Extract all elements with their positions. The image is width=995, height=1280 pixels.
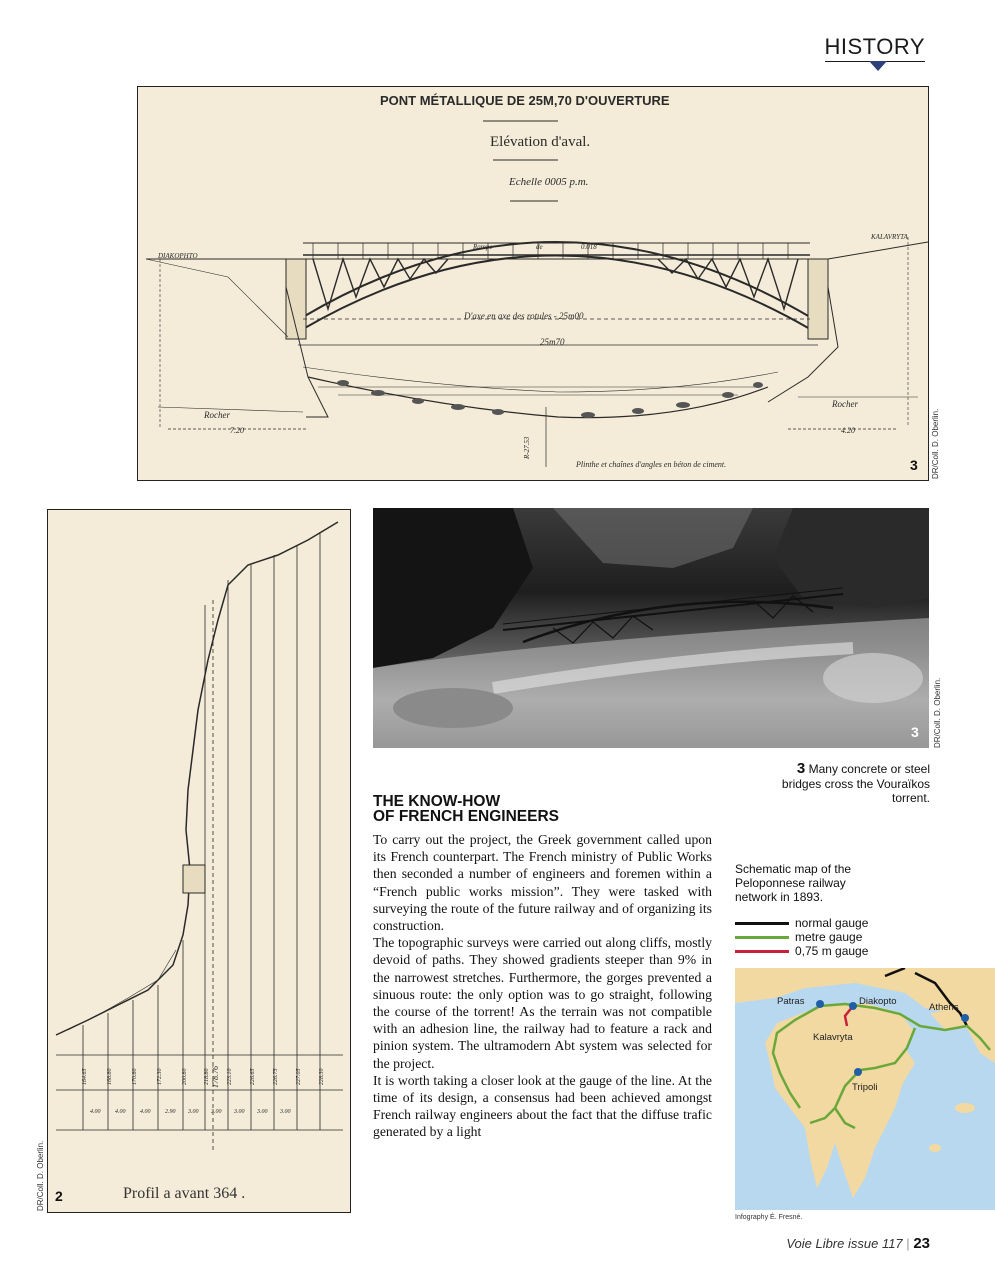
page-number: 23: [913, 1235, 930, 1252]
label-footer: Plinthe et chaînes d'angles en béton de ciment.: [576, 460, 727, 469]
section-tag: HISTORY: [825, 34, 926, 62]
distance-9: 3.00: [280, 1109, 291, 1115]
paragraph-2: The topographic surveys were carried out along cliffs, mostly devoid of paths. They showed gradients steeper than 9% in the narrowest stretches. Furthermore, the gorges prevented a sinuous route: the only option was to go straight, following the course of the torrent! As the terrain was not compatible with an adhesion line, the railway had to feature a rack and pinion system. The ultramodern Abt system was selected for the project.: [373, 935, 712, 1071]
drawing-subtitle: Elévation d'aval.: [490, 134, 591, 150]
distance-1: 4.00: [90, 1109, 101, 1115]
railway-map: [735, 968, 995, 1210]
elevation-11: 228.30: [319, 1068, 325, 1085]
label-slope: 0.018: [581, 243, 597, 251]
figure-number: 3: [911, 724, 919, 740]
credit-profile: DR/Coll. D. Oberlin.: [36, 1140, 45, 1211]
elevation-3: 170.80: [132, 1068, 138, 1085]
credit-drawing: DR/Coll. D. Oberlin.: [931, 408, 940, 479]
article-heading: [373, 794, 713, 824]
section-arrow-icon: [869, 61, 887, 71]
photo-scene: [373, 508, 929, 748]
label-span: 25m70: [540, 337, 565, 347]
drawing-scale: Echelle 0005 p.m.: [509, 176, 589, 188]
legend-line-green: [735, 936, 789, 939]
distance-2: 4.00: [115, 1109, 126, 1115]
caption-text: Many concrete or steel bridges cross the Vouraïkos torrent.: [781, 762, 930, 805]
elevation-2: 168.80: [107, 1068, 113, 1085]
map-title: Schematic map of the Peloponnese railway network in 1893.: [735, 862, 852, 904]
distance-3: 4.00: [140, 1109, 151, 1115]
legend-line-black: [735, 922, 789, 925]
label-rocher-right: Rocher: [832, 399, 858, 409]
elevation-5: 200.80: [182, 1068, 188, 1085]
distance-6: 3.00: [211, 1109, 222, 1115]
city-diakopto: Diakopto: [859, 996, 897, 1007]
label-de: de: [536, 243, 543, 251]
label-rampe: Rampe: [473, 243, 493, 251]
paragraph-3: It is worth taking a closer look at the gauge of the line. At the time of its design, a consensus had been achieved amongst French railway engineers about the fact that the diffuse trafic generated by a light: [373, 1072, 712, 1140]
elevation-9: 226.75: [273, 1068, 279, 1085]
label-dim-right: 4.20: [841, 426, 855, 435]
label-axis: D'axe en axe des rotules - 25m00: [464, 311, 584, 321]
label-depth: R-27.53: [523, 436, 531, 459]
credit-photo: DR/Coll. D. Oberlin.: [933, 677, 942, 748]
legend-075-gauge: 0,75 m gauge: [735, 944, 868, 958]
profile-drawing: [48, 510, 350, 1212]
bridge-photo: [373, 508, 929, 748]
legend-normal-gauge: normal gauge: [735, 916, 868, 930]
heading-line-1: THE KNOW-HOW: [373, 793, 501, 810]
elevation-6: 218.80: [204, 1068, 210, 1085]
legend-metre-gauge: metre gauge: [735, 930, 868, 944]
distance-5: 3.00: [188, 1109, 199, 1115]
map-credit: Infography É. Fresné.: [735, 1214, 803, 1221]
bridge-drawing: [138, 87, 928, 480]
drawing-title: PONT MÉTALLIQUE DE 25M,70 D'OUVERTURE: [380, 93, 670, 108]
label-kalavryta: KALAVRYTA: [871, 233, 908, 241]
profile-figure: [47, 509, 351, 1213]
profile-caption: Profil a avant 364 .: [123, 1185, 246, 1202]
elevation-7: 223.10: [227, 1068, 233, 1085]
caption-number: 3: [796, 760, 806, 777]
profile-marker: 178.76: [211, 1066, 220, 1088]
city-athens: Athens: [929, 1002, 959, 1013]
legend-line-red: [735, 950, 789, 953]
photo-caption: [770, 762, 930, 806]
label-rocher-left: Rocher: [204, 410, 230, 420]
elevation-1: 164.65: [82, 1068, 88, 1085]
page-footer: Voie Libre issue 117 | 23: [786, 1235, 930, 1252]
article-body: [373, 831, 712, 1141]
city-tripoli: Tripoli: [852, 1082, 878, 1093]
figure-number: 2: [55, 1188, 63, 1204]
bridge-elevation-figure: [137, 86, 929, 481]
distance-8: 3.00: [257, 1109, 268, 1115]
heading-line-2: OF FRENCH ENGINEERS: [373, 808, 560, 825]
label-diakophto: DIAKOPHTO: [158, 252, 198, 260]
label-dim-left: 7.20: [230, 426, 244, 435]
elevation-10: 227.05: [296, 1068, 302, 1085]
map-legend: [735, 916, 868, 958]
figure-number: 3: [910, 457, 918, 473]
elevation-4: 172.30: [157, 1068, 163, 1085]
distance-4: 2.90: [165, 1109, 176, 1115]
map-drawing: [735, 968, 995, 1210]
city-kalavryta: Kalavryta: [813, 1032, 853, 1043]
paragraph-1: To carry out the project, the Greek government called upon its French counterpart. The French ministry of Public Works then seconded a number of engineers and foremen within a “French public works mission”. They were tasked with surveying the route of the future railway and of organizing its construction.: [373, 832, 712, 934]
city-patras: Patras: [777, 996, 805, 1007]
footer-magazine: Voie Libre issue 117: [786, 1236, 903, 1251]
elevation-8: 226.65: [250, 1068, 256, 1085]
distance-7: 3.00: [234, 1109, 245, 1115]
